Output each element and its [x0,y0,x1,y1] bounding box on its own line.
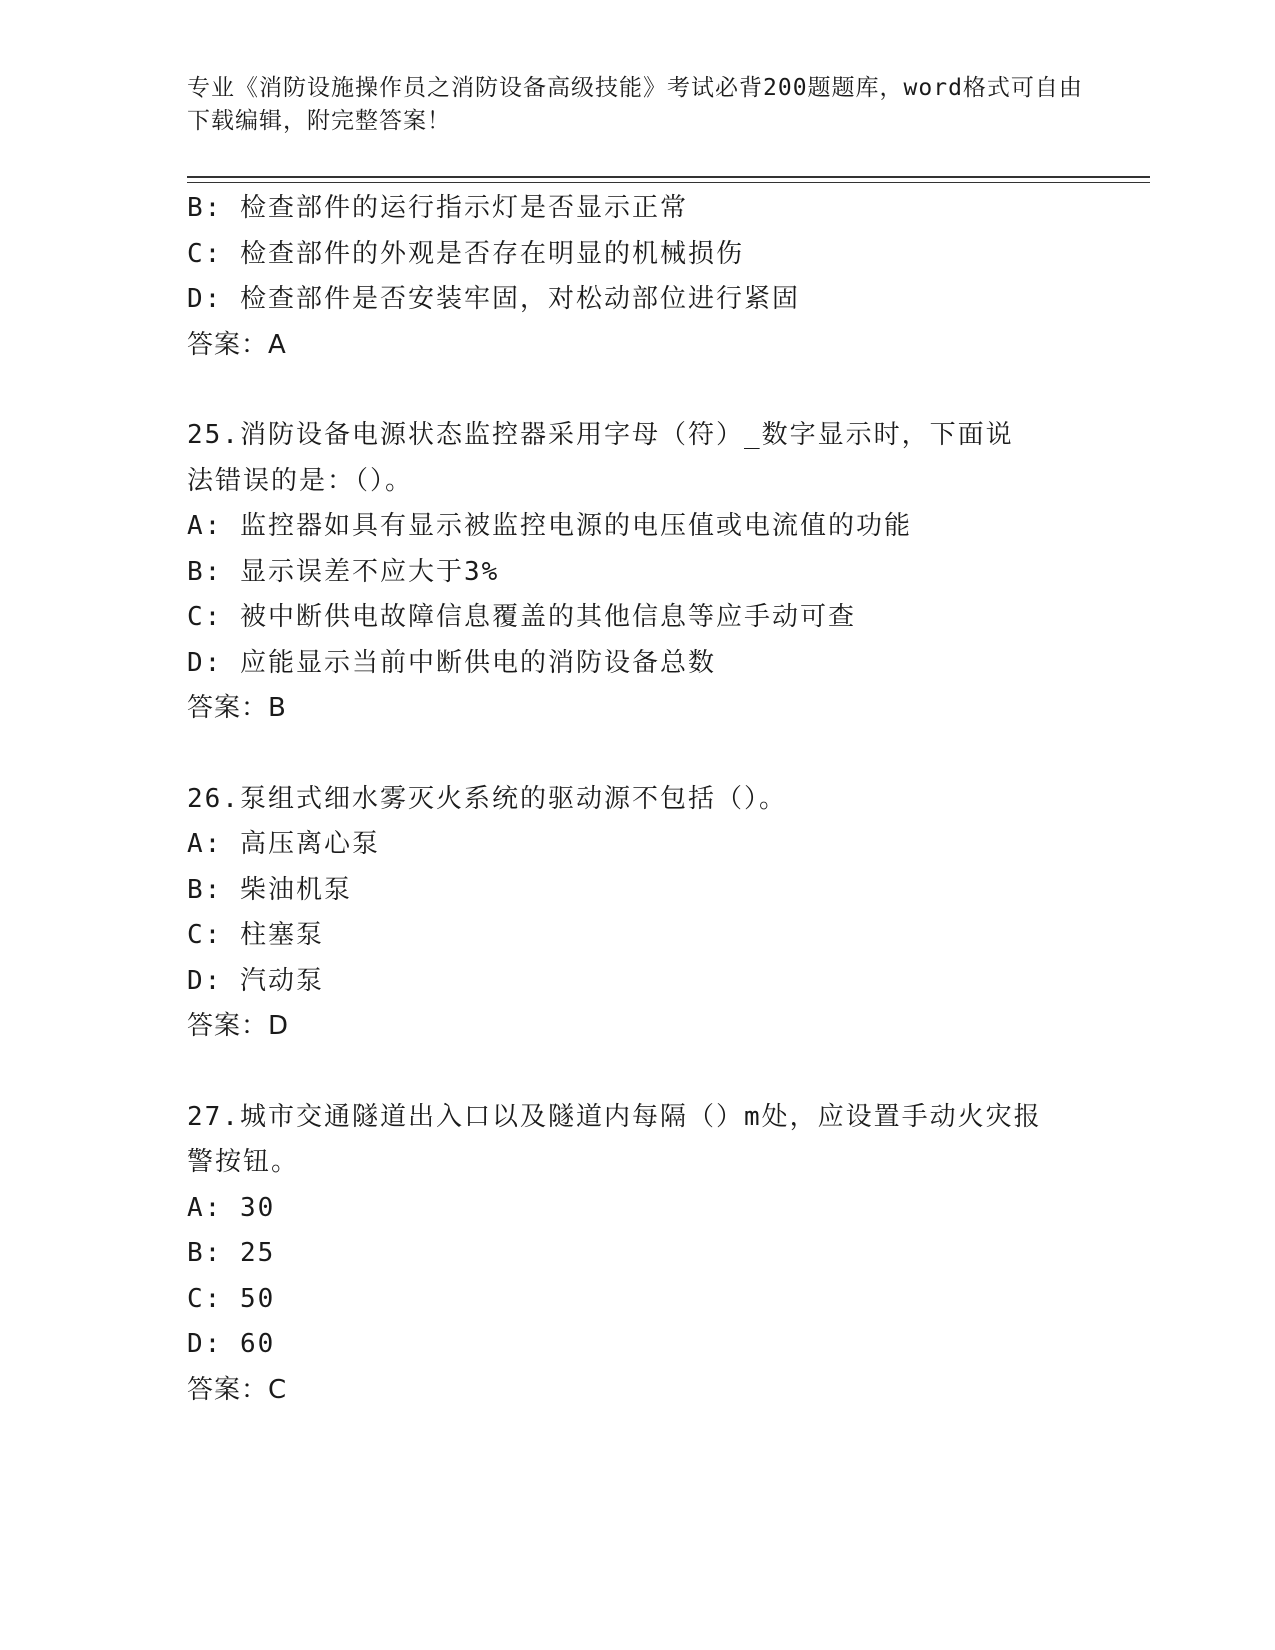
answer: 答案：B [187,693,287,723]
spacer [187,368,1087,413]
answer: 答案：D [187,1011,290,1041]
option-a: A: 30 [187,1192,276,1223]
document-header: 专业《消防设施操作员之消防设备高级技能》考试必背200题题库，word格式可自由下载编辑，附完整答案！ [187,75,1083,134]
question-stem: 27.城市交通隧道出入口以及隧道内每隔（）m处，应设置手动火灾报警按钮。 [187,1101,1042,1177]
question-26 [187,777,1087,1050]
option-d: D: 60 [187,1329,276,1359]
option-c: C: 50 [187,1283,276,1314]
question-list [187,186,1087,1413]
option-d: D: 应能显示当前中断供电的消防设备总数 [187,647,716,678]
option-b: B: 显示误差不应大于3% [187,556,500,587]
option-d: D: 检查部件是否安装牢固，对松动部位进行紧固 [187,284,800,314]
option-a: A: 监控器如具有显示被监控电源的电压值或电流值的功能 [187,511,912,541]
option-a: A: 高压离心泵 [187,829,380,859]
spacer [187,1050,1087,1095]
question-24-continued [187,186,1087,368]
option-d: D: 汽动泵 [187,965,324,996]
answer: 答案：A [187,329,287,360]
option-b: B: 25 [187,1238,276,1268]
question-27 [187,1095,1087,1414]
question-25 [187,413,1087,732]
option-b: B: 柴油机泵 [187,874,352,905]
option-c: C: 被中断供电故障信息覆盖的其他信息等应手动可查 [187,602,856,632]
header-divider [187,176,1150,183]
question-stem: 26.泵组式细水雾灭火系统的驱动源不包括（）。 [187,783,787,814]
option-c: C: 检查部件的外观是否存在明显的机械损伤 [187,238,744,269]
answer: 答案：C [187,1374,288,1405]
spacer [187,732,1087,777]
question-stem: 25.消防设备电源状态监控器采用字母（符）_数字显示时，下面说法错误的是：（）。 [187,420,1014,496]
option-b: B: 检查部件的运行指示灯是否显示正常 [187,193,688,223]
option-c: C: 柱塞泵 [187,920,324,950]
